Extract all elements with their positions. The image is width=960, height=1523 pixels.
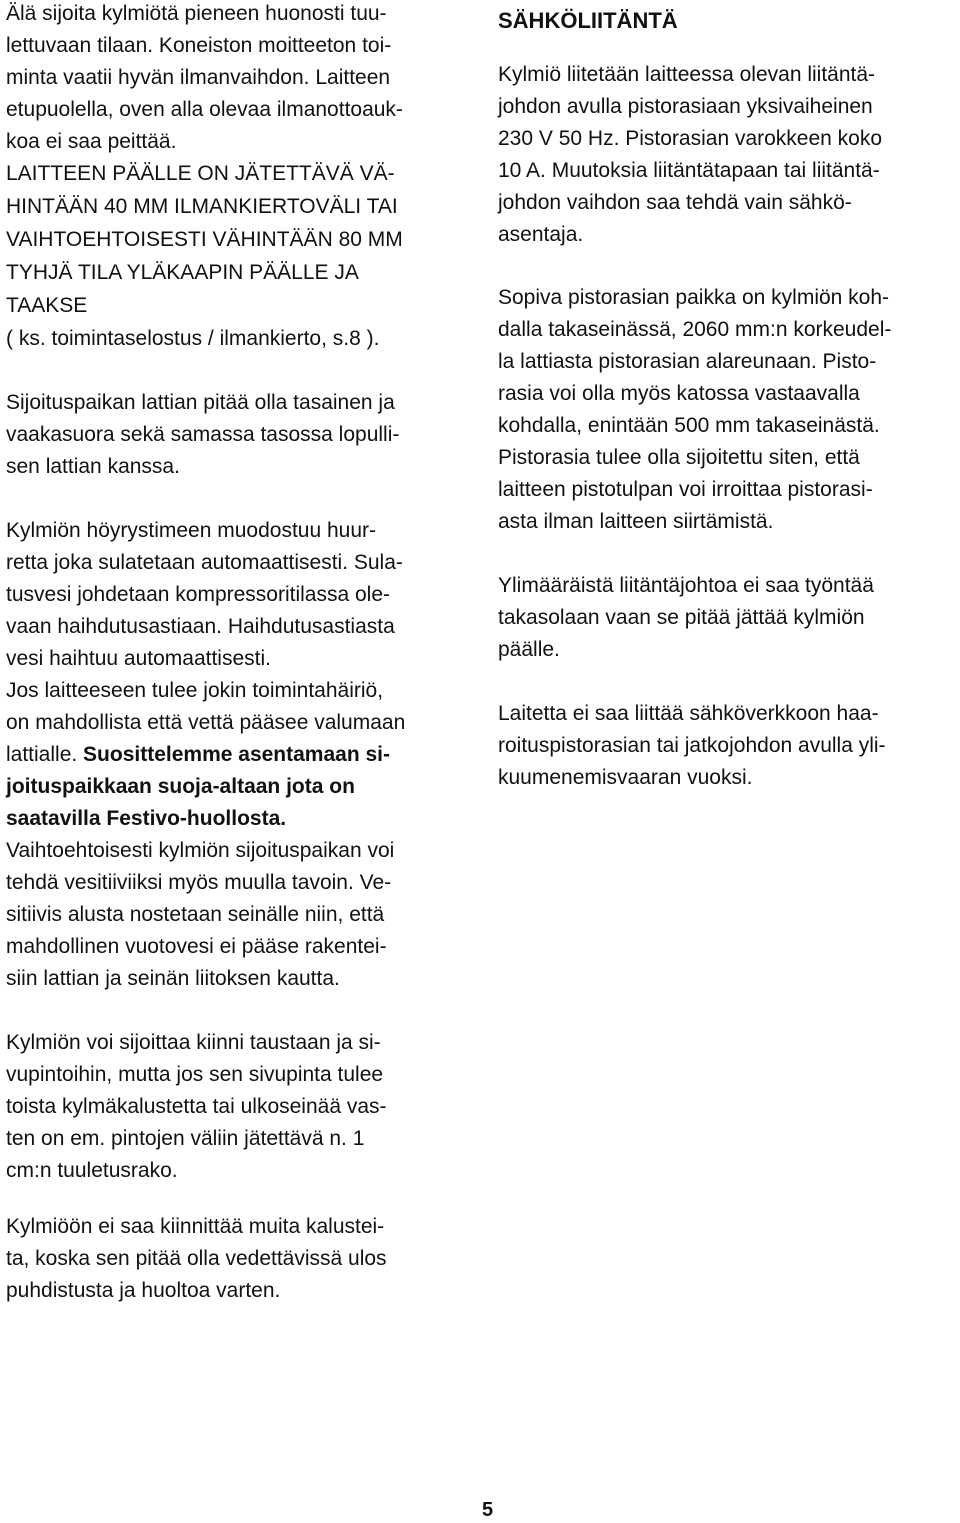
- text-line: 10 A. Muutoksia liitäntätapaan tai liitäntä-: [498, 159, 880, 182]
- text-line: TYHJÄ TILA YLÄKAAPIN PÄÄLLE JA: [6, 261, 359, 284]
- text-line: Ylimääräistä liitäntäjohtoa ei saa työntää: [498, 574, 874, 597]
- text-line: Laitetta ei saa liittää sähköverkkoon haa-: [498, 702, 879, 725]
- text-line: kohdalla, enintään 500 mm takaseinästä.: [498, 414, 880, 437]
- text-line: mahdollinen vuotovesi ei pääse rakentei-: [6, 935, 387, 958]
- text-line: Sijoituspaikan lattian pitää olla tasainen ja: [6, 391, 395, 414]
- bold-text-line: joituspaikkaan suoja-altaan jota on: [6, 775, 355, 798]
- text-line: takasolaan vaan se pitää jättää kylmiön: [498, 606, 865, 629]
- text-line: johdon vaihdon saa tehdä vain sähkö-: [498, 191, 852, 214]
- text-line: puhdistusta ja huoltoa varten.: [6, 1279, 281, 1302]
- text-line: koa ei saa peittää.: [6, 130, 177, 153]
- text-line: tehdä vesitiiviiksi myös muulla tavoin. Ve-: [6, 871, 392, 894]
- text-line: ten on em. pintojen väliin jätettävä n. 1: [6, 1127, 365, 1150]
- text-span: lattialle.: [6, 743, 84, 766]
- text-line: Älä sijoita kylmiötä pieneen huonosti tuu-: [6, 2, 387, 25]
- text-line: Kylmiön höyrystimeen muodostuu huur-: [6, 519, 377, 542]
- text-line: Kylmiöön ei saa kiinnittää muita kalustei-: [6, 1215, 385, 1238]
- text-line: vesi haihtuu automaattisesti.: [6, 647, 271, 670]
- text-line: päälle.: [498, 638, 560, 661]
- text-line: Vaihtoehtoisesti kylmiön sijoituspaikan voi: [6, 839, 395, 862]
- text-line: TAAKSE: [6, 294, 88, 317]
- text-line: dalla takaseinässä, 2060 mm:n korkeudel-: [498, 318, 892, 341]
- text-line: VAIHTOEHTOISESTI VÄHINTÄÄN 80 MM: [6, 228, 403, 251]
- text-line: vaan haihdutusastiaan. Haihdutusastiasta: [6, 615, 395, 638]
- text-line: kuumenemisvaaran vuoksi.: [498, 766, 753, 789]
- text-line: vaakasuora sekä samassa tasossa lopulli-: [6, 423, 400, 446]
- text-line: Jos laitteeseen tulee jokin toimintahäiriö,: [6, 679, 384, 702]
- page-number: 5: [482, 1499, 494, 1521]
- text-line: siin lattian ja seinän liitoksen kautta.: [6, 967, 340, 990]
- text-line: asentaja.: [498, 223, 584, 246]
- text-line: sen lattian kanssa.: [6, 455, 180, 478]
- section-heading: SÄHKÖLIITÄNTÄ: [498, 8, 678, 33]
- text-line: la lattiasta pistorasian alareunaan. Pisto-: [498, 350, 877, 373]
- bold-text-line: saatavilla Festivo-huollosta.: [6, 807, 287, 830]
- bold-text-span: Suosittelemme asentamaan si-: [83, 743, 390, 766]
- text-line: Kylmiön voi sijoittaa kiinni taustaan ja si-: [6, 1031, 381, 1054]
- text-line: roituspistorasian tai jatkojohdon avulla yli-: [498, 734, 886, 757]
- text-line: minta vaatii hyvän ilmanvaihdon. Laitteen: [6, 66, 391, 89]
- text-line: on mahdollista että vettä pääsee valumaan: [6, 711, 406, 734]
- text-line: etupuolella, oven alla olevaa ilmanottoauk-: [6, 98, 403, 121]
- text-line: HINTÄÄN 40 MM ILMANKIERTOVÄLI TAI: [6, 195, 398, 218]
- text-line: sitiivis alusta nostetaan seinälle niin, että: [6, 903, 385, 926]
- text-line: Sopiva pistorasian paikka on kylmiön koh-: [498, 286, 890, 309]
- text-line: vupintoihin, mutta jos sen sivupinta tulee: [6, 1063, 384, 1086]
- text-line: cm:n tuuletusrako.: [6, 1159, 178, 1182]
- text-line: lettuvaan tilaan. Koneiston moitteeton toi-: [6, 34, 392, 57]
- text-line: Pistorasia tulee olla sijoitettu siten, että: [498, 446, 860, 469]
- text-line: ( ks. toimintaselostus / ilmankierto, s.8 ).: [6, 327, 380, 350]
- text-line: tusvesi johdetaan kompressoritilassa ole-: [6, 583, 391, 606]
- text-line: asta ilman laitteen siirtämistä.: [498, 510, 774, 533]
- text-line: ta, koska sen pitää olla vedettävissä ulos: [6, 1247, 387, 1270]
- text-line: johdon avulla pistorasiaan yksivaiheinen: [498, 95, 873, 118]
- text-line: Kylmiö liitetään laitteessa olevan liitäntä-: [498, 63, 876, 86]
- text-line: 230 V 50 Hz. Pistorasian varokkeen koko: [498, 127, 883, 150]
- text-line: toista kylmäkalustetta tai ulkoseinää vas-: [6, 1095, 387, 1118]
- text-line: retta joka sulatetaan automaattisesti. Sula-: [6, 551, 403, 574]
- text-line: LAITTEEN PÄÄLLE ON JÄTETTÄVÄ VÄ-: [6, 162, 395, 185]
- text-line: laitteen pistotulpan voi irroittaa pistorasi-: [498, 478, 873, 501]
- text-line: rasia voi olla myös katossa vastaavalla: [498, 382, 860, 405]
- mixed-line: [6, 744, 390, 765]
